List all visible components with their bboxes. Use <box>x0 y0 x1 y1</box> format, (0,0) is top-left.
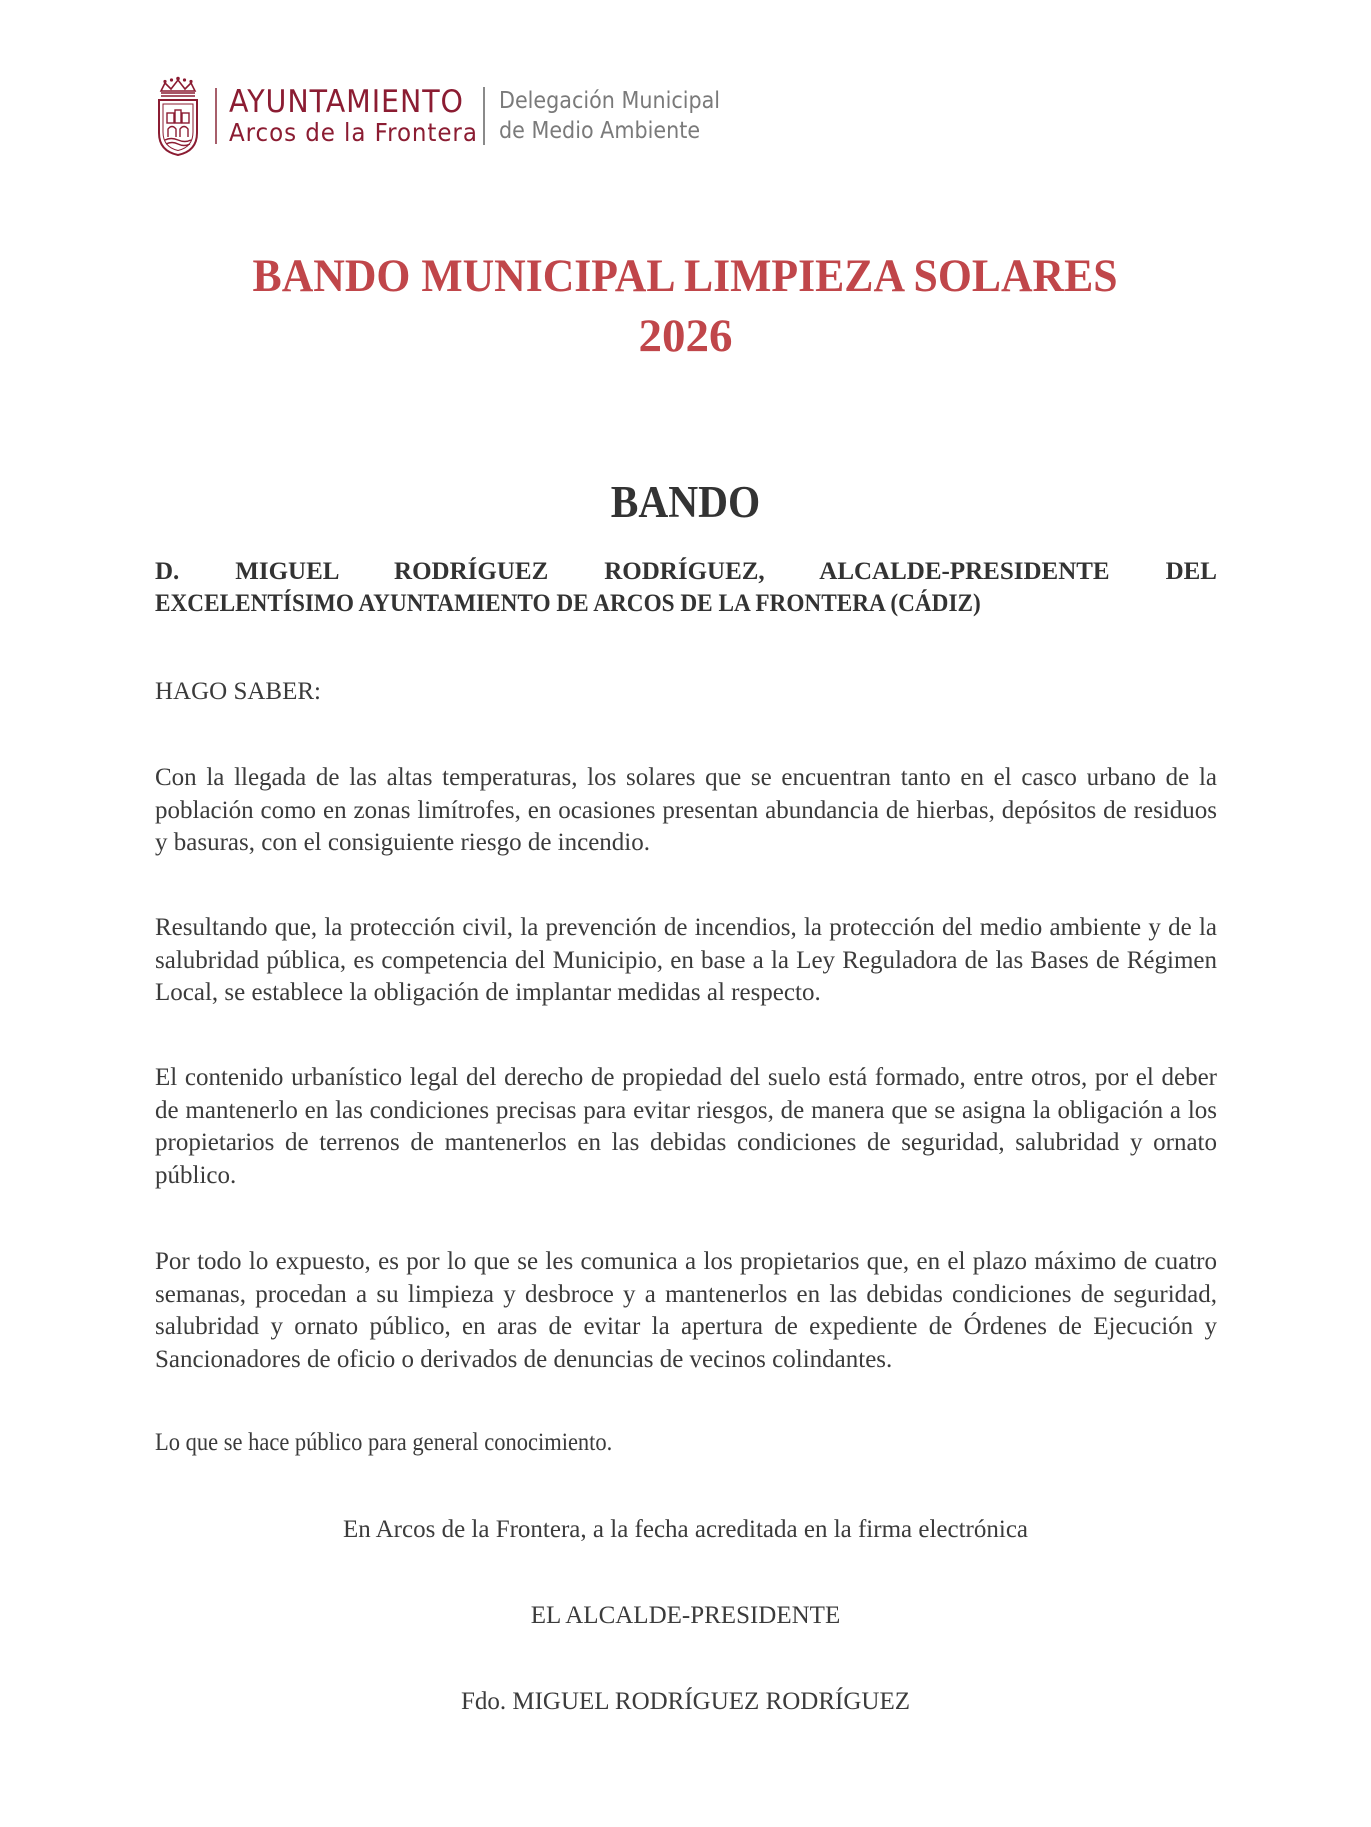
title-line-1: BANDO MUNICIPAL LIMPIEZA SOLARES <box>252 250 1119 302</box>
place-and-date: En Arcos de la Frontera, a la fecha acreditada en la firma electrónica <box>342 1516 1029 1543</box>
paragraph: Resultando que, la protección civil, la prevención de incendios, la protección del medio ambiente y de la salubridad pública, es competencia del Municipio, en base a la Ley Reguladora de las Bases de Régimen Local, se establece la obligación de implantar medidas al respecto. <box>155 914 1217 1006</box>
document-title <box>0 246 1371 366</box>
closing-statement: Lo que se hace público para general conocimiento. <box>155 1429 613 1456</box>
section-heading: BANDO <box>610 477 761 527</box>
official-line-1: D. MIGUEL RODRÍGUEZ RODRÍGUEZ, ALCALDE-PRESIDENTE DEL <box>155 558 1217 585</box>
letterhead <box>155 74 745 158</box>
signatory-role: EL ALCALDE-PRESIDENTE <box>530 1602 841 1629</box>
signature: Fdo. MIGUEL RODRÍGUEZ RODRÍGUEZ <box>460 1688 911 1715</box>
paragraph: Por todo lo expuesto, es por lo que se les comunica a los propietarios que, en el plazo máximo de cuatro semanas, procedan a su limpieza y desbroce y a mantenerlos en las debidas condiciones de seguridad, salubridad y ornato público, en aras de evitar la apertura de expediente de Órdenes de Ejecución y Sancionadores de oficio o derivados de denuncias de vecinos colindantes. <box>155 1248 1217 1373</box>
department-line-2: de Medio Ambiente <box>498 118 701 144</box>
town-name: Arcos de la Frontera <box>229 118 478 147</box>
paragraph: El contenido urbanístico legal del derecho de propiedad del suelo está formado, entre otros, por el deber de mantenerlo en las condiciones precisas para evitar riesgos, de manera que se asigna la obligación a los propietarios de terrenos de mantenerlos en las debidas condiciones de seguridad, salubridad y ornato público. <box>155 1064 1217 1189</box>
coat-of-arms-icon <box>155 75 201 157</box>
title-line-2: 2026 <box>638 310 733 362</box>
intro-text: HAGO SABER: <box>155 678 321 705</box>
official-line-2: EXCELENTÍSIMO AYUNTAMIENTO DE ARCOS DE LA FRONTERA (CÁDIZ) <box>155 590 981 617</box>
letterhead-divider-secondary <box>483 87 485 145</box>
department-line-1: Delegación Municipal <box>498 88 721 114</box>
letterhead-divider <box>215 88 217 144</box>
issuing-official <box>155 556 1217 620</box>
department-name <box>499 86 720 146</box>
institution-name <box>229 85 499 147</box>
paragraph: Con la llegada de las altas temperaturas, los solares que se encuentran tanto en el casco urbano de la población como en zonas limítrofes, en ocasiones presentan abundancia de hierbas, depósitos de residuos y basuras, con el consiguiente riesgo de incendio. <box>155 764 1217 856</box>
institution-title: AYUNTAMIENTO <box>229 84 464 120</box>
